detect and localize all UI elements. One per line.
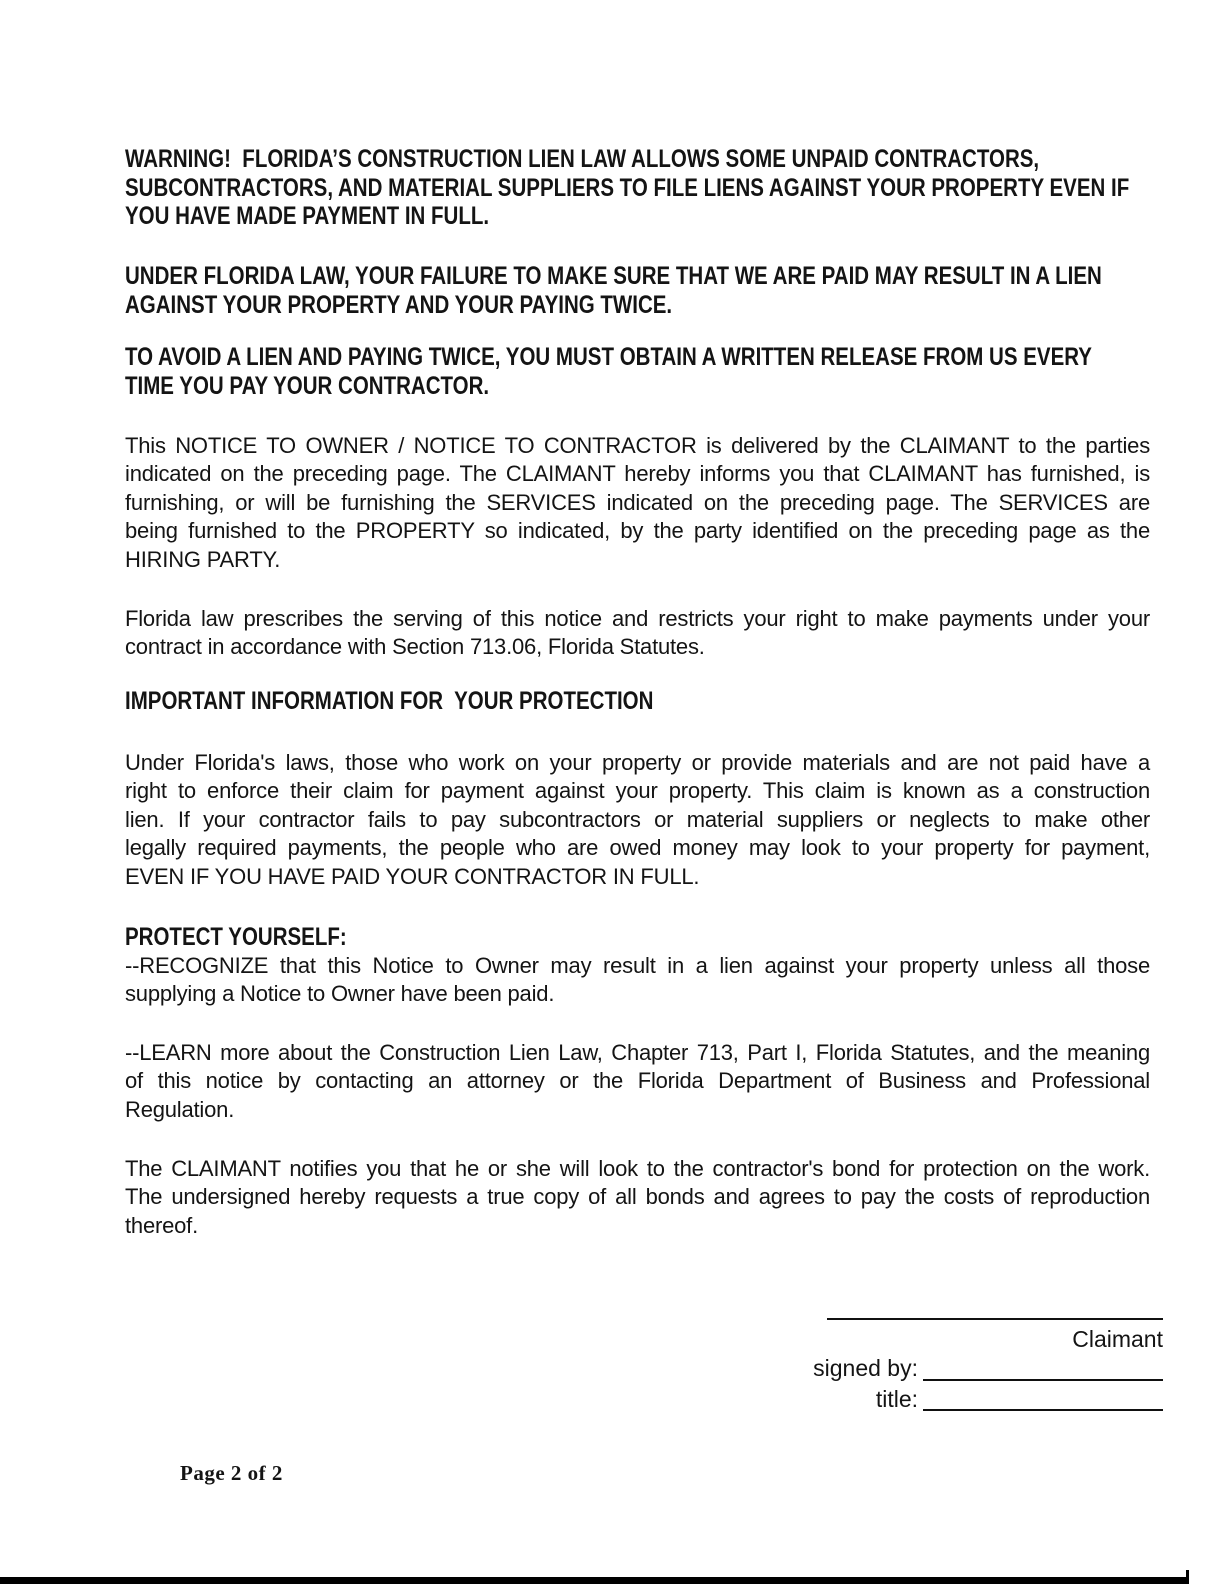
- page-number: Page 2 of 2: [180, 1461, 283, 1485]
- body-line: This NOTICE TO OWNER / NOTICE TO CONTRACTOR is delivered by the CLAIMANT to the parties: [125, 433, 1150, 458]
- warning-paragraph-2: [125, 262, 1150, 319]
- warning-paragraph-3: [125, 343, 1150, 400]
- scan-artifact-bar: [0, 1577, 1189, 1584]
- important-info-heading: [125, 687, 1150, 716]
- body-line: thereof.: [125, 1212, 199, 1238]
- warning-line: YOU HAVE MADE PAYMENT IN FULL.: [125, 202, 490, 231]
- body-line: The undersigned hereby requests a true copy of all bonds and agrees to pay the costs of reproduction: [125, 1184, 1150, 1210]
- body-line: Under Florida's laws, those who work on your property or provide materials and are not paid have a: [125, 750, 1150, 775]
- warning-paragraph-1: [125, 145, 1150, 231]
- body-line: Florida law prescribes the serving of this notice and restricts your right to make payments under your: [125, 606, 1150, 631]
- bond-paragraph: [125, 1155, 1150, 1240]
- notice-paragraph: [125, 432, 1150, 574]
- claimant-label: Claimant: [1072, 1326, 1163, 1352]
- body-line: Regulation.: [125, 1096, 235, 1122]
- title-label: title:: [875, 1386, 918, 1412]
- protect-yourself-section: [125, 923, 1150, 1008]
- florida-law-paragraph: [125, 605, 1150, 662]
- signed-by-blank-line: [923, 1358, 1163, 1381]
- body-line: indicated on the preceding page. The CLAIMANT hereby informs you that CLAIMANT has furnished, is: [125, 461, 1150, 487]
- warning-line: SUBCONTRACTORS, AND MATERIAL SUPPLIERS TO FILE LIENS AGAINST YOUR PROPERTY EVEN IF: [125, 173, 1130, 202]
- scan-artifact-tick: [1186, 1570, 1189, 1584]
- warning-line: UNDER FLORIDA LAW, YOUR FAILURE TO MAKE SURE THAT WE ARE PAID MAY RESULT IN A LIEN: [125, 262, 1102, 290]
- signed-by-label: signed by:: [813, 1355, 918, 1381]
- body-line: furnishing, or will be furnishing the SERVICES indicated on the preceding page. The SERVICES are: [125, 489, 1150, 515]
- claimant-signature-line: [827, 1318, 1163, 1320]
- warning-line: TIME YOU PAY YOUR CONTRACTOR.: [125, 371, 490, 400]
- learn-paragraph: [125, 1039, 1150, 1124]
- body-line: The CLAIMANT notifies you that he or she will look to the contractor's bond for protection on the work.: [125, 1156, 1150, 1181]
- body-line: --LEARN more about the Construction Lien Law, Chapter 713, Part I, Florida Statutes, and the meaning: [125, 1040, 1150, 1065]
- title-blank-line: [923, 1388, 1163, 1411]
- body-line: supplying a Notice to Owner have been paid.: [125, 981, 555, 1006]
- body-line: contract in accordance with Section 713.06, Florida Statutes.: [125, 634, 705, 660]
- warning-line: TO AVOID A LIEN AND PAYING TWICE, YOU MUST OBTAIN A WRITTEN RELEASE FROM US EVERY: [125, 343, 1092, 371]
- body-line: being furnished to the PROPERTY so indicated, by the party identified on the preceding page as the: [125, 518, 1150, 544]
- body-line: HIRING PARTY.: [125, 546, 281, 572]
- warning-line: AGAINST YOUR PROPERTY AND YOUR PAYING TWICE.: [125, 290, 673, 319]
- body-line: lien. If your contractor fails to pay subcontractors or material suppliers or neglects to make other: [125, 806, 1150, 832]
- body-line: EVEN IF YOU HAVE PAID YOUR CONTRACTOR IN FULL.: [125, 863, 700, 889]
- warning-line: WARNING! FLORIDA’S CONSTRUCTION LIEN LAW ALLOWS SOME UNPAID CONTRACTORS,: [125, 145, 1040, 173]
- body-line: of this notice by contacting an attorney or the Florida Department of Business and Professional: [125, 1068, 1150, 1094]
- body-line: legally required payments, the people who are owed money may look to your property for payment,: [125, 835, 1150, 861]
- heading-line: IMPORTANT INFORMATION FOR YOUR PROTECTION: [125, 687, 654, 715]
- protection-paragraph: [125, 749, 1150, 891]
- body-line: --RECOGNIZE that this Notice to Owner may result in a lien against your property unless all those: [125, 952, 1150, 978]
- heading-line: PROTECT YOURSELF:: [125, 923, 347, 951]
- body-line: right to enforce their claim for payment against your property. This claim is known as a construction: [125, 778, 1150, 804]
